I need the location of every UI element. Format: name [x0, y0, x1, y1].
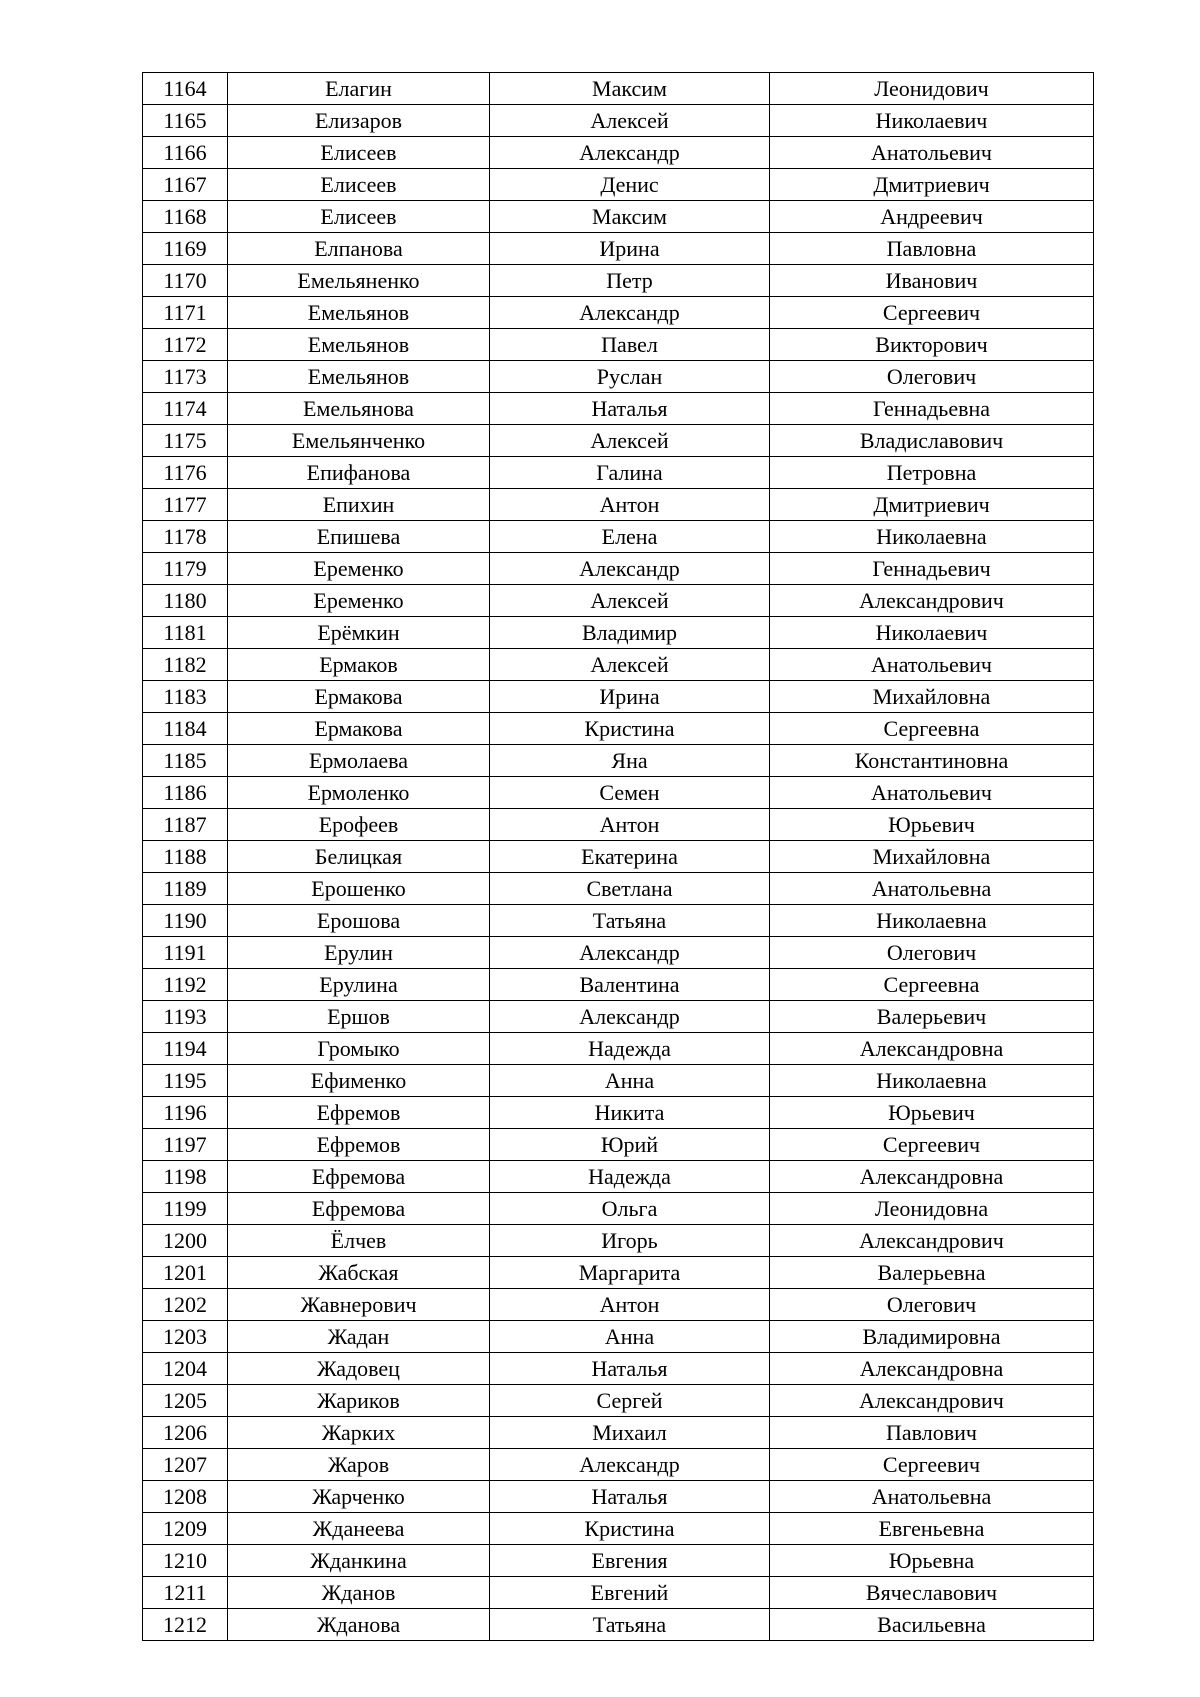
cell-number: 1171 [143, 297, 228, 329]
cell-number: 1192 [143, 969, 228, 1001]
cell-number: 1176 [143, 457, 228, 489]
cell-first-name: Анна [490, 1065, 770, 1097]
cell-last-name: Ерёмкин [228, 617, 490, 649]
cell-first-name: Валентина [490, 969, 770, 1001]
cell-patronymic: Вячеславович [770, 1577, 1094, 1609]
table-row [143, 1321, 1094, 1353]
cell-last-name: Емельянов [228, 361, 490, 393]
cell-patronymic: Александровна [770, 1161, 1094, 1193]
cell-number: 1210 [143, 1545, 228, 1577]
cell-first-name: Евгения [490, 1545, 770, 1577]
cell-patronymic: Петровна [770, 457, 1094, 489]
cell-number: 1178 [143, 521, 228, 553]
cell-first-name: Ирина [490, 681, 770, 713]
cell-patronymic: Юрьевич [770, 809, 1094, 841]
cell-number: 1184 [143, 713, 228, 745]
cell-number: 1173 [143, 361, 228, 393]
cell-first-name: Елена [490, 521, 770, 553]
cell-last-name: Емельянов [228, 297, 490, 329]
cell-number: 1164 [143, 73, 228, 105]
cell-last-name: Епишева [228, 521, 490, 553]
table-row [143, 1001, 1094, 1033]
cell-patronymic: Николаевич [770, 617, 1094, 649]
cell-number: 1172 [143, 329, 228, 361]
cell-number: 1196 [143, 1097, 228, 1129]
cell-last-name: Ершов [228, 1001, 490, 1033]
cell-last-name: Белицкая [228, 841, 490, 873]
cell-number: 1191 [143, 937, 228, 969]
cell-patronymic: Дмитриевич [770, 169, 1094, 201]
cell-first-name: Галина [490, 457, 770, 489]
cell-patronymic: Олегович [770, 937, 1094, 969]
cell-patronymic: Анатольевна [770, 873, 1094, 905]
table-row [143, 1129, 1094, 1161]
cell-number: 1180 [143, 585, 228, 617]
cell-number: 1183 [143, 681, 228, 713]
cell-number: 1166 [143, 137, 228, 169]
table-row [143, 521, 1094, 553]
cell-number: 1182 [143, 649, 228, 681]
cell-last-name: Жадовец [228, 1353, 490, 1385]
cell-number: 1185 [143, 745, 228, 777]
cell-patronymic: Анатольевич [770, 777, 1094, 809]
cell-last-name: Жадан [228, 1321, 490, 1353]
cell-number: 1205 [143, 1385, 228, 1417]
table-row [143, 425, 1094, 457]
cell-patronymic: Николаевна [770, 521, 1094, 553]
cell-last-name: Ерошенко [228, 873, 490, 905]
cell-first-name: Наталья [490, 393, 770, 425]
cell-patronymic: Владиславович [770, 425, 1094, 457]
cell-number: 1197 [143, 1129, 228, 1161]
table-row [143, 1257, 1094, 1289]
table-row [143, 1065, 1094, 1097]
table-row [143, 265, 1094, 297]
cell-first-name: Сергей [490, 1385, 770, 1417]
cell-number: 1212 [143, 1609, 228, 1641]
cell-last-name: Емельянов [228, 329, 490, 361]
table-row [143, 777, 1094, 809]
table-row [143, 937, 1094, 969]
cell-patronymic: Валерьевна [770, 1257, 1094, 1289]
cell-number: 1193 [143, 1001, 228, 1033]
cell-patronymic: Александрович [770, 1385, 1094, 1417]
cell-first-name: Владимир [490, 617, 770, 649]
name-list-table [142, 72, 1094, 1641]
cell-number: 1169 [143, 233, 228, 265]
cell-last-name: Еременко [228, 585, 490, 617]
cell-number: 1187 [143, 809, 228, 841]
cell-patronymic: Дмитриевич [770, 489, 1094, 521]
cell-last-name: Жданкина [228, 1545, 490, 1577]
cell-first-name: Кристина [490, 1513, 770, 1545]
table-row [143, 905, 1094, 937]
table-row [143, 1289, 1094, 1321]
cell-first-name: Семен [490, 777, 770, 809]
cell-number: 1189 [143, 873, 228, 905]
cell-last-name: Жданов [228, 1577, 490, 1609]
cell-last-name: Ерошова [228, 905, 490, 937]
table-row [143, 457, 1094, 489]
cell-patronymic: Геннадьевна [770, 393, 1094, 425]
cell-last-name: Ефремова [228, 1193, 490, 1225]
cell-number: 1201 [143, 1257, 228, 1289]
table-row [143, 1353, 1094, 1385]
cell-last-name: Жавнерович [228, 1289, 490, 1321]
cell-patronymic: Андреевич [770, 201, 1094, 233]
cell-last-name: Ёлчев [228, 1225, 490, 1257]
cell-patronymic: Николаевна [770, 905, 1094, 937]
cell-first-name: Алексей [490, 585, 770, 617]
cell-last-name: Ермакова [228, 681, 490, 713]
cell-patronymic: Сергеевич [770, 1129, 1094, 1161]
table-row [143, 105, 1094, 137]
cell-first-name: Светлана [490, 873, 770, 905]
table-row [143, 1449, 1094, 1481]
cell-first-name: Александр [490, 137, 770, 169]
table-row [143, 873, 1094, 905]
cell-last-name: Ермоленко [228, 777, 490, 809]
cell-patronymic: Анатольевич [770, 649, 1094, 681]
cell-number: 1208 [143, 1481, 228, 1513]
cell-number: 1190 [143, 905, 228, 937]
cell-first-name: Алексей [490, 105, 770, 137]
cell-first-name: Антон [490, 809, 770, 841]
cell-first-name: Надежда [490, 1161, 770, 1193]
cell-last-name: Елизаров [228, 105, 490, 137]
cell-number: 1211 [143, 1577, 228, 1609]
table-row [143, 137, 1094, 169]
cell-first-name: Никита [490, 1097, 770, 1129]
cell-first-name: Максим [490, 201, 770, 233]
cell-patronymic: Геннадьевич [770, 553, 1094, 585]
cell-patronymic: Леонидович [770, 73, 1094, 105]
cell-first-name: Наталья [490, 1353, 770, 1385]
cell-first-name: Яна [490, 745, 770, 777]
cell-last-name: Ерулин [228, 937, 490, 969]
cell-number: 1198 [143, 1161, 228, 1193]
cell-number: 1203 [143, 1321, 228, 1353]
table-row [143, 1609, 1094, 1641]
cell-patronymic: Евгеньевна [770, 1513, 1094, 1545]
table-row [143, 1481, 1094, 1513]
cell-number: 1209 [143, 1513, 228, 1545]
table-row [143, 1513, 1094, 1545]
cell-first-name: Алексей [490, 649, 770, 681]
cell-number: 1167 [143, 169, 228, 201]
cell-first-name: Алексей [490, 425, 770, 457]
cell-first-name: Екатерина [490, 841, 770, 873]
cell-first-name: Наталья [490, 1481, 770, 1513]
cell-last-name: Ермаков [228, 649, 490, 681]
cell-last-name: Елисеев [228, 137, 490, 169]
table-row [143, 1097, 1094, 1129]
cell-number: 1170 [143, 265, 228, 297]
cell-patronymic: Константиновна [770, 745, 1094, 777]
table-row [143, 361, 1094, 393]
cell-patronymic: Юрьевна [770, 1545, 1094, 1577]
cell-patronymic: Михайловна [770, 681, 1094, 713]
cell-first-name: Антон [490, 489, 770, 521]
cell-patronymic: Александрович [770, 585, 1094, 617]
cell-last-name: Жданеева [228, 1513, 490, 1545]
table-row [143, 169, 1094, 201]
cell-first-name: Игорь [490, 1225, 770, 1257]
table-row [143, 1385, 1094, 1417]
cell-patronymic: Олегович [770, 1289, 1094, 1321]
cell-patronymic: Васильевна [770, 1609, 1094, 1641]
table-row [143, 73, 1094, 105]
table-row [143, 809, 1094, 841]
cell-first-name: Анна [490, 1321, 770, 1353]
cell-first-name: Александр [490, 1001, 770, 1033]
cell-number: 1168 [143, 201, 228, 233]
cell-last-name: Еременко [228, 553, 490, 585]
cell-last-name: Жданова [228, 1609, 490, 1641]
cell-patronymic: Леонидовна [770, 1193, 1094, 1225]
table-row [143, 329, 1094, 361]
table-row [143, 1193, 1094, 1225]
cell-last-name: Ефремов [228, 1129, 490, 1161]
cell-last-name: Епихин [228, 489, 490, 521]
cell-number: 1181 [143, 617, 228, 649]
cell-number: 1199 [143, 1193, 228, 1225]
cell-patronymic: Михайловна [770, 841, 1094, 873]
cell-patronymic: Валерьевич [770, 1001, 1094, 1033]
cell-patronymic: Сергеевна [770, 713, 1094, 745]
cell-number: 1165 [143, 105, 228, 137]
table-row [143, 1161, 1094, 1193]
cell-number: 1195 [143, 1065, 228, 1097]
cell-patronymic: Николаевич [770, 105, 1094, 137]
cell-patronymic: Юрьевич [770, 1097, 1094, 1129]
cell-last-name: Жарких [228, 1417, 490, 1449]
cell-patronymic: Александровна [770, 1033, 1094, 1065]
cell-patronymic: Сергеевич [770, 1449, 1094, 1481]
cell-first-name: Ольга [490, 1193, 770, 1225]
cell-number: 1204 [143, 1353, 228, 1385]
cell-last-name: Громыко [228, 1033, 490, 1065]
cell-first-name: Денис [490, 169, 770, 201]
cell-number: 1177 [143, 489, 228, 521]
cell-patronymic: Александрович [770, 1225, 1094, 1257]
cell-first-name: Татьяна [490, 905, 770, 937]
table-row [143, 201, 1094, 233]
cell-last-name: Ефименко [228, 1065, 490, 1097]
cell-last-name: Елисеев [228, 169, 490, 201]
cell-patronymic: Павловна [770, 233, 1094, 265]
cell-patronymic: Олегович [770, 361, 1094, 393]
cell-number: 1174 [143, 393, 228, 425]
cell-last-name: Емельяненко [228, 265, 490, 297]
table-row [143, 1545, 1094, 1577]
cell-first-name: Руслан [490, 361, 770, 393]
cell-number: 1207 [143, 1449, 228, 1481]
cell-first-name: Павел [490, 329, 770, 361]
cell-last-name: Ефремов [228, 1097, 490, 1129]
cell-first-name: Александр [490, 1449, 770, 1481]
table-row [143, 393, 1094, 425]
table-row [143, 585, 1094, 617]
cell-number: 1206 [143, 1417, 228, 1449]
cell-number: 1202 [143, 1289, 228, 1321]
cell-last-name: Емельянченко [228, 425, 490, 457]
table-body [143, 73, 1094, 1641]
cell-first-name: Кристина [490, 713, 770, 745]
table-row [143, 617, 1094, 649]
cell-number: 1194 [143, 1033, 228, 1065]
cell-number: 1186 [143, 777, 228, 809]
cell-patronymic: Владимировна [770, 1321, 1094, 1353]
table-row [143, 841, 1094, 873]
cell-first-name: Евгений [490, 1577, 770, 1609]
cell-last-name: Жабская [228, 1257, 490, 1289]
cell-first-name: Александр [490, 937, 770, 969]
cell-number: 1188 [143, 841, 228, 873]
cell-first-name: Максим [490, 73, 770, 105]
table-row [143, 713, 1094, 745]
table-row [143, 1033, 1094, 1065]
cell-last-name: Елпанова [228, 233, 490, 265]
table-row [143, 649, 1094, 681]
cell-last-name: Ефремова [228, 1161, 490, 1193]
cell-last-name: Жариков [228, 1385, 490, 1417]
cell-patronymic: Сергеевич [770, 297, 1094, 329]
cell-first-name: Татьяна [490, 1609, 770, 1641]
cell-last-name: Епифанова [228, 457, 490, 489]
cell-first-name: Ирина [490, 233, 770, 265]
cell-first-name: Петр [490, 265, 770, 297]
cell-last-name: Ерофеев [228, 809, 490, 841]
cell-last-name: Елисеев [228, 201, 490, 233]
cell-last-name: Ермакова [228, 713, 490, 745]
cell-last-name: Елагин [228, 73, 490, 105]
table-row [143, 745, 1094, 777]
cell-first-name: Александр [490, 553, 770, 585]
cell-patronymic: Викторович [770, 329, 1094, 361]
cell-first-name: Михаил [490, 1417, 770, 1449]
cell-first-name: Антон [490, 1289, 770, 1321]
cell-number: 1179 [143, 553, 228, 585]
cell-last-name: Жарченко [228, 1481, 490, 1513]
cell-patronymic: Анатольевич [770, 137, 1094, 169]
cell-patronymic: Николаевна [770, 1065, 1094, 1097]
cell-patronymic: Павлович [770, 1417, 1094, 1449]
table-row [143, 969, 1094, 1001]
cell-first-name: Александр [490, 297, 770, 329]
cell-last-name: Жаров [228, 1449, 490, 1481]
cell-number: 1175 [143, 425, 228, 457]
cell-patronymic: Сергеевна [770, 969, 1094, 1001]
table-row [143, 233, 1094, 265]
cell-patronymic: Иванович [770, 265, 1094, 297]
cell-number: 1200 [143, 1225, 228, 1257]
table-row [143, 297, 1094, 329]
table-row [143, 1577, 1094, 1609]
table-row [143, 1417, 1094, 1449]
cell-first-name: Юрий [490, 1129, 770, 1161]
cell-last-name: Емельянова [228, 393, 490, 425]
table-row [143, 681, 1094, 713]
cell-last-name: Ерулина [228, 969, 490, 1001]
table-row [143, 553, 1094, 585]
cell-first-name: Надежда [490, 1033, 770, 1065]
cell-first-name: Маргарита [490, 1257, 770, 1289]
table-row [143, 1225, 1094, 1257]
cell-patronymic: Александровна [770, 1353, 1094, 1385]
cell-patronymic: Анатольевна [770, 1481, 1094, 1513]
cell-last-name: Ермолаева [228, 745, 490, 777]
table-row [143, 489, 1094, 521]
